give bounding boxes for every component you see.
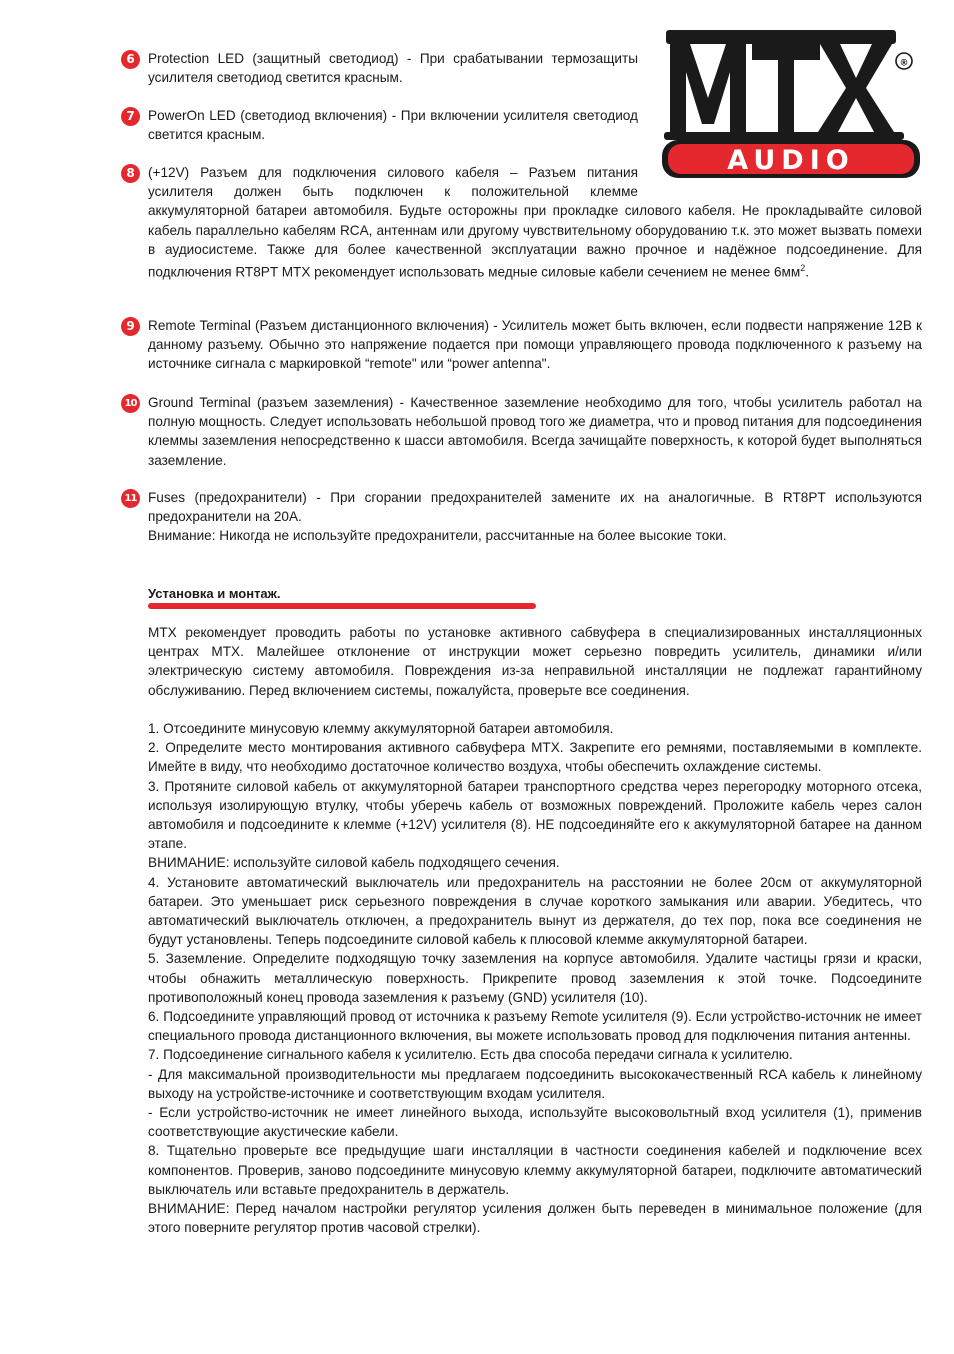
item-text: аккумуляторной батареи автомобиля. Будьте осторожны при прокладке силового кабеля. Не прокладывайте силовой кабель параллельно кабелям RCA, антеннам или другому чувствительному оборудованию т.к. это может вызвать помехи в аудиосистеме. Также для более качественной эксплуатации важно прочное и надёжное подсоединение. Для подключения RT8PT MTX рекомендует использовать медные силовые кабели сечением не менее 6мм: [148, 203, 922, 280]
item-text: Fuses (предохранители) - При сгорании предохранителей замените их на аналогичные. В RT8PT используются предохранители на 20А.: [148, 490, 922, 525]
mtx-audio-logo: [660, 28, 922, 184]
install-step: 5. Заземление. Определите подходящую точку заземления на корпусе автомобиля. Удалите частицы грязи и краски, чтобы обнажить металлическую поверхность. Прикрепите провод заземления к этой точке. Подсоедините противоположный конец провода заземления к разъему (GND) усилителя (10).: [148, 951, 922, 1005]
item-7: [126, 106, 638, 144]
install-step: 4. Установите автоматический выключатель или предохранитель на расстоянии не более 20см от аккумуляторной батареи. Это уменьшает риск серьезного повреждения в случае короткого замыкания или аварии. Убедитесь, что автоматический выключатель отключен, а предохранитель вынут из держателя, до тех пор, пока все соединения не будут установлены. Теперь подсоедините силовой кабель к плюсовой клемме аккумуляторной батареи.: [148, 874, 922, 948]
install-section: [148, 623, 922, 1237]
item-text-body: [148, 201, 922, 281]
install-step: 3. Протяните силовой кабель от аккумуляторной батареи транспортного средства через перегородку моторного отсека, используя изолирующую втулку, чтобы уберечь кабель от возможных повреждений. Проложите кабель через салон автомобиля и подсоедините к клемме (+12V) усилителя (8). НЕ подсоединяйте его к аккумуляторной батарее на данном этапе.: [148, 778, 922, 852]
install-step: - Для максимальной производительности мы предлагаем подсоединить высококачественный RCA кабель к линейному выходу на устройстве-источнике и соответствующим входам усилителя.: [148, 1066, 922, 1101]
install-step: 2. Определите место монтирования активного сабвуфера MTX. Закрепите его ремнями, поставляемыми в комплекте. Имейте в виду, что необходимо достаточное количество воздуха, чтобы обеспечить охлаждение системы.: [148, 740, 922, 775]
item-number-badge: 6: [121, 50, 140, 69]
heading-underline: [148, 603, 536, 609]
item-number-badge: 10: [121, 394, 140, 413]
superscript: 2: [800, 263, 806, 274]
install-step: 1. Отсоедините минусовую клемму аккумуляторной батареи автомобиля.: [148, 721, 614, 736]
item-text-end: .: [805, 264, 810, 280]
install-steps: [148, 719, 922, 1237]
item-text: Ground Terminal (разъем заземления) - Качественное заземление необходимо для того, чтобы усилитель работал на полную мощность. Следует использовать небольшой провод того же диаметра, что и провод питания для подсоединения клеммы заземления непосредственно к шасси автомобиля. Всегда зачищайте поверхность, к которой будет выполняться заземление.: [148, 395, 922, 468]
item-text: PowerOn LED (светодиод включения) - При включении усилителя светодиод светится красным.: [148, 108, 638, 143]
item-number-badge: 9: [121, 317, 140, 336]
item-6: [126, 49, 638, 87]
item-text: Protection LED (защитный светодиод) - При срабатывании термозащиты усилителя светодиод светится красным.: [148, 51, 638, 86]
item-warning: Внимание: Никогда не используйте предохранители, рассчитанные на более высокие токи.: [148, 528, 727, 544]
item-11: [124, 488, 922, 546]
item-10: [124, 393, 922, 470]
item-number-badge: 8: [121, 164, 140, 183]
install-warning: ВНИМАНИЕ: используйте силовой кабель подходящего сечения.: [148, 855, 560, 871]
install-step: 6. Подсоедините управляющий провод от источника к разъему Remote усилителя (9). Если устройство-источник не имеет специального провода дистанционного включения, вы можете использовать провод для подключения питания антенны.: [148, 1009, 922, 1044]
item-text-lead: (+12V) Разъем для подключения силового кабеля – Разъем питания усилителя должен быть подключен к положительной клемме: [148, 165, 638, 200]
install-intro: MTX рекомендует проводить работы по установке активного сабвуфера в специализированных инсталляционных центрах MTX. Малейшее отклонение от инструкции может серьезно повредить усилитель, динамики и/или электрическую систему автомобиля. Повреждения из-за неправильной инсталляции не подлежат гарантийному обслуживанию. Перед включением системы, пожалуйста, проверьте все соединения.: [148, 625, 922, 698]
install-step: 7. Подсоединение сигнального кабеля к усилителю. Есть два способа передачи сигнала к усилителю.: [148, 1047, 793, 1063]
install-warning: ВНИМАНИЕ: Перед началом настройки регулятор усиления должен быть переведен в минимальное положение (для этого поверните регулятор против часовой стрелки).: [148, 1201, 922, 1236]
item-number-badge: 11: [121, 489, 140, 508]
item-9: [126, 316, 922, 374]
registered-mark: ®: [899, 58, 909, 69]
item-number-badge: 7: [121, 107, 140, 126]
spacer: [148, 700, 922, 719]
item-text: Remote Terminal (Разъем дистанционного включения) - Усилитель может быть включен, если подвести напряжение 12В к данному разъему. Обычно это напряжение подается при помощи управляющего провода подключенного к разъему на источнике сигнала с маркировкой “remote" или “power antenna".: [148, 318, 922, 372]
item-8: [126, 163, 922, 282]
section-heading: Установка и монтаж.: [148, 586, 281, 601]
install-step: 8. Тщательно проверьте все предыдущие шаги инсталляции в частности соединения кабелей и подключение всех компонентов. Проверив, заново подсоедините минусовую клемму аккумуляторной батареи, подключите автоматический выключатель или вставьте предохранитель в держатель.: [148, 1143, 922, 1197]
install-step: - Если устройство-источник не имеет линейного выхода, используйте высоковольтный вход усилителя (1), применив соответствующие акустические кабели.: [148, 1105, 922, 1140]
logo-audio-text: AUDIO: [727, 145, 855, 176]
